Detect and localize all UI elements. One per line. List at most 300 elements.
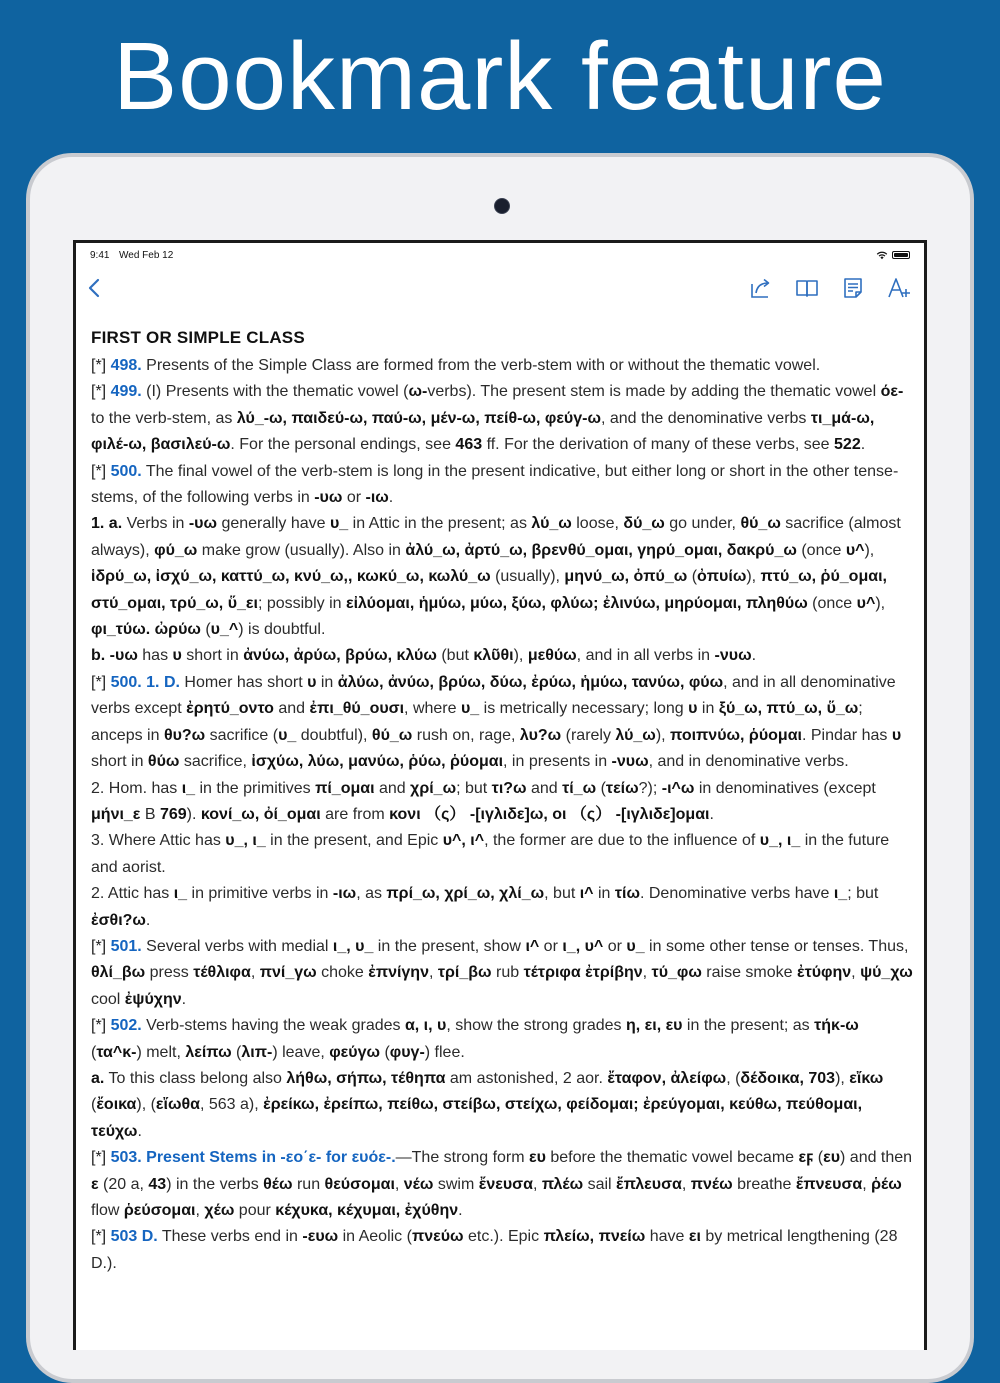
body-text: , (851, 964, 861, 982)
greek-term: ἔοικα (96, 1096, 137, 1114)
paragraph (91, 670, 913, 776)
greek-term: όε- (880, 383, 904, 401)
body-text: . (388, 489, 394, 507)
status-time: 9:41 (90, 250, 110, 261)
greek-term: κονί_ω, ὀί_ομαι (200, 805, 321, 823)
section-title: FIRST OR SIMPLE CLASS (91, 328, 305, 347)
bookmark-marker: [*] (91, 383, 111, 401)
body-text: in (697, 700, 719, 718)
body-text: cool (91, 990, 125, 1008)
body-text: (20 a, (98, 1175, 149, 1193)
body-text: . (181, 990, 187, 1008)
greek-term: ἐρητύ_οντο (186, 700, 274, 718)
greek-term: τα^κ- (96, 1043, 137, 1061)
greek-term: ἐτύφην (797, 964, 852, 982)
body-text: ?); (638, 779, 662, 797)
greek-term: πνεύω (411, 1228, 464, 1246)
font-size-button[interactable] (886, 275, 912, 301)
body-text: before the thematic vowel became (545, 1149, 799, 1167)
greek-term: ψύ_χω (860, 964, 913, 982)
body-text: or (603, 937, 627, 955)
greek-term: ἐπι_θύ_ουσι (309, 700, 405, 718)
greek-term: ι_, υ_ (332, 937, 374, 955)
greek-term: μήνι_ε (91, 805, 141, 823)
greek-term: -υω (314, 489, 343, 507)
body-text: flow (91, 1202, 124, 1219)
body-text: ), (835, 1069, 850, 1087)
body-text: (usually), (490, 568, 565, 586)
paragraph (91, 1066, 913, 1145)
body-text: , as (356, 885, 387, 903)
body-text: in (316, 673, 338, 691)
greek-term: θέω (263, 1175, 293, 1193)
greek-term: λύ_ω (531, 515, 572, 533)
body-text: rush on, rage, (412, 726, 520, 744)
greek-term: πτύ_ω, ῥύ_ομαι, στύ_ομαι, τρύ_ω, ὕ_ει (91, 568, 887, 612)
body-text: pour (234, 1202, 276, 1219)
greek-term: -νυω (611, 753, 649, 771)
body-text: The final vowel of the verb-stem is long in the present indicative, but either long or short in the other tense-stems, of the following verbs in (91, 462, 899, 507)
body-text: B (140, 805, 160, 823)
greek-term: ι_ (833, 885, 848, 903)
body-text: ; anceps in (91, 700, 863, 744)
greek-term: ἔνευσα (478, 1175, 533, 1193)
greek-term: χέω (204, 1202, 235, 1219)
greek-term: υ_ (329, 515, 349, 533)
body-text: have (645, 1228, 689, 1246)
body-text: make grow (usually). Also in (197, 541, 406, 559)
body-text: in the present, show (373, 937, 526, 955)
body-text: ( (813, 1149, 824, 1167)
greek-term: a. (91, 1069, 105, 1087)
greek-term: ποιπνύω, ῥύομαι (670, 726, 802, 744)
body-text: in (593, 885, 615, 903)
body-text: . (145, 911, 151, 929)
article-content (91, 325, 913, 1277)
body-text: ( (380, 1043, 390, 1061)
section-link[interactable]: 500. (110, 462, 142, 480)
greek-term: ἰσχύω, λύω, μανύω, ῥύω, ῥύομαι (251, 753, 504, 771)
greek-term: ἔπλευσα (616, 1175, 682, 1193)
greek-term: φεύγω (329, 1043, 380, 1061)
greek-term: 43 (148, 1175, 167, 1193)
greek-term: ἱδρύ_ω, ἰσχύ_ω, καττύ_ω, κνύ_ω,, κωκύ_ω, κωλύ_ω (91, 568, 491, 586)
body-text: Verb-stems having the weak grades (141, 1017, 405, 1035)
body-text: (rarely (561, 726, 616, 744)
body-text: . (751, 647, 757, 665)
body-text: choke (316, 964, 369, 982)
greek-term: θλί_βω (91, 964, 146, 982)
greek-term: θεύσομαι (324, 1175, 395, 1193)
body-text: . (709, 805, 714, 823)
body-text: ff. For the derivation of many of these verbs, see (482, 436, 835, 454)
greek-term: τέθλιφα (193, 964, 251, 982)
body-text: , in presents in (503, 753, 612, 771)
greek-term: κλῦθι (473, 647, 514, 665)
greek-term: λυ?ω (519, 726, 562, 744)
greek-term: κονι （ς） -[ιγλιδε]ω, οι （ς） -[ιγλιδε]ομαι (389, 805, 710, 823)
bookmark-marker: [*] (91, 673, 111, 691)
body-text: in the future and aorist. (91, 832, 890, 876)
paragraph (91, 353, 913, 379)
body-text: (but (436, 647, 474, 665)
greek-term: υ (307, 673, 317, 691)
book-icon (794, 275, 820, 301)
greek-term: λείπω (185, 1043, 232, 1061)
greek-term: λιπ- (241, 1043, 273, 1061)
greek-term: ξύ_ω, πτύ_ω, ὕ_ω (718, 700, 859, 718)
body-text: and (526, 779, 563, 797)
body-text: in some other tense or tenses. Thus, (644, 937, 909, 955)
greek-term: μεθύω (527, 647, 577, 665)
body-text: go under, (664, 515, 741, 533)
body-text: —The strong form (395, 1149, 530, 1167)
greek-term: τρί_βω (437, 964, 492, 982)
back-button[interactable] (82, 275, 108, 301)
body-text: ( (687, 568, 698, 586)
body-text: , (195, 1202, 205, 1219)
body-text: is metrically necessary; long (479, 700, 689, 718)
greek-term: ι^ (579, 885, 594, 903)
body-text: ) in the verbs (166, 1175, 264, 1193)
body-text: rub (491, 964, 524, 982)
greek-term: πνέω (690, 1175, 733, 1193)
body-text: etc.). Epic (463, 1228, 544, 1246)
body-text: in the present, and Epic (265, 832, 443, 850)
greek-term: υ_, ι_ (759, 832, 801, 850)
body-text: , (250, 964, 260, 982)
notes-button[interactable] (840, 275, 866, 301)
body-text: short in (91, 753, 148, 771)
promo-headline: Bookmark feature (113, 23, 887, 130)
body-text: Presents of the Simple Class are formed from the verb-stem with or without the thematic vowel. (141, 357, 821, 374)
greek-term: θύ_ω (740, 515, 781, 533)
greek-term: ἐσθι?ω (91, 911, 146, 929)
body-text: To this class belong also (104, 1069, 287, 1087)
greek-term: ι_, υ^ (562, 937, 604, 955)
body-text: ; but (847, 885, 879, 903)
greek-term: 1. a. (91, 515, 123, 533)
body-text: ) leave, (272, 1043, 330, 1061)
body-text: by metrical lengthening (28 D.). (91, 1228, 898, 1272)
font-size-icon (886, 275, 912, 301)
body-text: verbs). The present stem is made by adding the thematic vowel (427, 383, 881, 401)
greek-term: ι^ (525, 937, 540, 955)
greek-term: υ (172, 647, 182, 665)
greek-term: πρί_ω, χρί_ω, χλί_ω (386, 885, 545, 903)
section-link[interactable]: 501. (110, 937, 142, 955)
greek-term: ευ (529, 1149, 546, 1167)
body-text: ), (746, 568, 761, 586)
greek-term: νέω (403, 1175, 434, 1193)
body-text: , (642, 964, 652, 982)
greek-term: ἐπνίγην (368, 964, 429, 982)
body-text: ( (200, 621, 211, 639)
greek-term: εἴωθα (155, 1096, 200, 1114)
greek-term: 769 (159, 805, 187, 823)
body-text: ), (875, 594, 886, 612)
body-text: . For the personal endings, see (230, 436, 456, 454)
greek-term: υ^, ι^ (442, 832, 485, 850)
body-text: Verbs in (122, 515, 189, 533)
greek-term: υ^ (856, 594, 876, 612)
greek-term: ῥέω (871, 1175, 902, 1193)
body-text: . (458, 1202, 463, 1219)
body-text: , (428, 964, 438, 982)
paragraph (91, 1224, 913, 1277)
body-text: ( (91, 1043, 97, 1061)
body-text: swim (433, 1175, 479, 1193)
body-text: ) flee. (424, 1043, 465, 1061)
greek-term: τι_μά-ω, φιλέ-ω, βασιλεύ-ω (91, 409, 875, 454)
body-text: , 563 a), (199, 1096, 264, 1114)
body-text: sacrifice (almost always), (91, 515, 901, 559)
body-text: ), ( (136, 1096, 156, 1114)
greek-term: δύ_ω (623, 515, 665, 533)
body-text: in the primitives (195, 779, 316, 797)
paragraph (91, 643, 913, 669)
greek-term: τύ_φω (651, 964, 702, 982)
greek-term: υ (688, 700, 698, 718)
body-text: ( (91, 1096, 97, 1114)
wifi-icon (876, 250, 888, 260)
greek-term: -νυω (714, 647, 752, 665)
bookmark-marker: [*] (91, 462, 111, 480)
greek-term: πί_ομαι (315, 779, 375, 797)
greek-term: θύ_ω (371, 726, 413, 744)
body-text: , where (404, 700, 461, 718)
body-text: Several verbs with medial (141, 937, 333, 955)
section-link[interactable]: 499. (110, 383, 142, 401)
greek-term: α, ι, υ (404, 1017, 447, 1035)
greek-term: υ^ (845, 541, 865, 559)
greek-term: κέχυκα, κέχυμαι, ἐχύθην (275, 1202, 459, 1219)
body-text: sail (583, 1175, 617, 1193)
greek-term: λύ_ω (615, 726, 656, 744)
bookmark-marker: [*] (91, 357, 111, 374)
paragraph (91, 1145, 913, 1224)
greek-term: εϝ (798, 1149, 814, 1167)
greek-term: εἰλύομαι, ἡμύω, μύω, ξύω, φλύω; ἐλινύω, μηρύομαι, πληθύω (345, 594, 808, 612)
greek-term: υ_ (626, 937, 645, 955)
body-text: to the verb-stem, as (91, 409, 237, 427)
bookmark-marker: [*] (91, 1149, 111, 1167)
greek-term: μηνύ_ω, ὀπύ_ω (564, 568, 688, 586)
body-text: , (862, 1175, 872, 1193)
body-text: (once (807, 594, 857, 612)
greek-term: η, ει, ευ (625, 1017, 683, 1035)
greek-term: 463 (455, 436, 483, 454)
body-text: and (273, 700, 310, 718)
body-text: , and in denominative verbs. (648, 753, 849, 771)
paragraph (91, 379, 913, 458)
greek-term: ἀνύω, ἀρύω, βρύω, κλύω (243, 647, 437, 665)
body-text: ( (596, 779, 606, 797)
greek-term: -ευω (302, 1228, 339, 1246)
body-text: has (137, 647, 173, 665)
body-text: sacrifice, (179, 753, 252, 771)
app-screen (73, 240, 927, 1350)
body-text: , and in all denominative verbs except (91, 673, 896, 718)
section-link[interactable]: 498. (110, 357, 142, 374)
status-date: Wed Feb 12 (119, 250, 174, 261)
body-text: 3. Where Attic has (91, 832, 226, 850)
body-text: , and in all verbs in (576, 647, 715, 665)
body-text: or (539, 937, 563, 955)
greek-term: ε (91, 1175, 99, 1193)
body-text: ) and then (840, 1149, 913, 1167)
greek-term: τέτριφα ἐτρίβην (523, 964, 643, 982)
body-text: . Denominative verbs have (639, 885, 834, 903)
body-text: ), (655, 726, 671, 744)
body-text: ). (186, 805, 201, 823)
notes-icon (840, 275, 866, 301)
body-text: are from (320, 805, 390, 823)
body-text: , the former are due to the influence of (484, 832, 760, 850)
share-icon (748, 275, 774, 301)
greek-term: ὀπυίω (697, 568, 747, 586)
paragraph (91, 934, 913, 1013)
body-text: (once (796, 541, 846, 559)
greek-term: ι_ (173, 885, 188, 903)
greek-term: υ_ (460, 700, 480, 718)
greek-term: ἐψύχην (124, 990, 182, 1008)
status-bar (76, 243, 924, 269)
body-text: 2. Hom. has (91, 779, 182, 797)
greek-term: φύ_ω (154, 541, 198, 559)
book-button[interactable] (794, 275, 820, 301)
body-text: Homer has short (179, 673, 308, 691)
body-text: ) melt, (136, 1043, 186, 1061)
greek-term: ει (688, 1228, 701, 1246)
body-text: ( (231, 1043, 242, 1061)
body-text: generally have (217, 515, 330, 533)
paragraph (91, 1013, 913, 1066)
body-text: in primitive verbs in (187, 885, 333, 903)
greek-term: ἔπνευσα (795, 1175, 863, 1193)
greek-term: ἔταφον, ἀλείφω (607, 1069, 727, 1087)
greek-term: λύ_-ω, παιδεύ-ω, παύ-ω, μέν-ω, πείθ-ω, φεύγ-ω (236, 409, 601, 427)
body-text: press (145, 964, 194, 982)
greek-term: ῥεύσομαι (123, 1202, 196, 1219)
greek-term: πλέω (541, 1175, 584, 1193)
body-text: , and the denominative verbs (600, 409, 811, 427)
battery-icon (892, 251, 910, 259)
body-text: , (681, 1175, 691, 1193)
body-text: (I) Presents with the thematic vowel ( (141, 383, 409, 401)
greek-term: ευ (823, 1149, 841, 1167)
greek-term: υ (891, 726, 902, 744)
greek-term: -ιω (365, 489, 389, 507)
greek-term: ω- (408, 383, 428, 401)
greek-term: ἀλύω, ἀνύω, βρύω, δύω, ἐρύω, ἡμύω, τανύω, φύω (337, 673, 724, 691)
paragraph (91, 881, 913, 934)
body-text: in Attic in the present; as (348, 515, 532, 533)
bookmark-marker: [*] (91, 1017, 111, 1035)
chevron-left-icon (82, 275, 108, 301)
section-link[interactable]: 503 D. (110, 1228, 158, 1246)
body-text: raise smoke (701, 964, 797, 982)
greek-term: -ιω (332, 885, 357, 903)
paragraph (91, 511, 913, 643)
greek-term: b. (91, 647, 106, 665)
greek-term: εἴκω (849, 1069, 884, 1087)
body-text: ; possibly in (257, 594, 346, 612)
body-text: in denominatives (except (694, 779, 876, 797)
body-text: doubtful), (296, 726, 372, 744)
body-text: short in (181, 647, 244, 665)
body-text: run (292, 1175, 325, 1193)
greek-term: θυ?ω (163, 726, 206, 744)
body-text: and (374, 779, 411, 797)
greek-term: υ_, ι_ (225, 832, 266, 850)
greek-term: ι_ (181, 779, 196, 797)
body-text: ), (864, 541, 875, 559)
greek-term: -υω (188, 515, 217, 533)
body-text: am astonished, 2 aor. (445, 1069, 608, 1087)
share-button[interactable] (748, 275, 774, 301)
greek-term: τίω (614, 885, 640, 903)
paragraph (91, 459, 913, 512)
greek-term: τήκ-ω (814, 1017, 859, 1035)
body-text: or (342, 489, 366, 507)
section-link[interactable]: 503. Present Stems in -εο΄ε- for ευόε-. (110, 1149, 396, 1167)
body-text: , (532, 1175, 542, 1193)
greek-term: φι_τύω. ὠρύω (91, 621, 201, 639)
body-text: ) is doubtful. (238, 621, 326, 639)
body-text: , show the strong grades (446, 1017, 626, 1035)
body-text: These verbs end in (157, 1228, 303, 1246)
bookmark-marker: [*] (91, 937, 111, 955)
greek-term: υ_ (278, 726, 297, 744)
body-text: in the present; as (682, 1017, 815, 1035)
greek-term: δέδοικα, 703 (740, 1069, 836, 1087)
body-text: . (137, 1122, 142, 1140)
body-text: ), (513, 647, 528, 665)
greek-term: πνί_γω (259, 964, 317, 982)
camera-dot (494, 198, 510, 214)
greek-term: -ι^ω (661, 779, 695, 797)
nav-bar (76, 269, 924, 309)
body-text: 2. Attic has (91, 885, 174, 903)
greek-term: τείω (605, 779, 639, 797)
paragraph (91, 828, 913, 881)
greek-term: -υω (109, 647, 138, 665)
body-text: , ( (726, 1069, 741, 1087)
body-text: . (860, 436, 866, 454)
body-text: , but (544, 885, 580, 903)
greek-term: χρί_ω (410, 779, 457, 797)
section-link[interactable]: 500. 1. D. (110, 673, 180, 691)
greek-term: τί_ω (562, 779, 597, 797)
greek-term: λήθω, σήπω, τέθηπα (286, 1069, 446, 1087)
greek-term: ἐρείκω, ἐρείπω, πείθω, στείβω, στείχω, φείδομαι; ἐρεύγομαι, κεύθω, πεύθομαι, τεύχω (91, 1096, 863, 1140)
greek-term: τι?ω (491, 779, 527, 797)
bookmark-marker: [*] (91, 1228, 111, 1246)
paragraph (91, 776, 913, 829)
greek-term: ἀλύ_ω, ἀρτύ_ω, βρενθύ_ομαι, γηρύ_ομαι, δακρύ_ω (405, 541, 797, 559)
body-text: , (394, 1175, 404, 1193)
greek-term: πλείω, πνείω (543, 1228, 646, 1246)
body-text: sacrifice ( (205, 726, 279, 744)
body-text: breathe (732, 1175, 796, 1193)
greek-term: φυγ- (389, 1043, 425, 1061)
body-text: in Aeolic ( (338, 1228, 412, 1246)
section-link[interactable]: 502. (110, 1017, 142, 1035)
body-text: loose, (571, 515, 624, 533)
body-text: . Pindar has (801, 726, 892, 744)
body-text: ; but (456, 779, 492, 797)
